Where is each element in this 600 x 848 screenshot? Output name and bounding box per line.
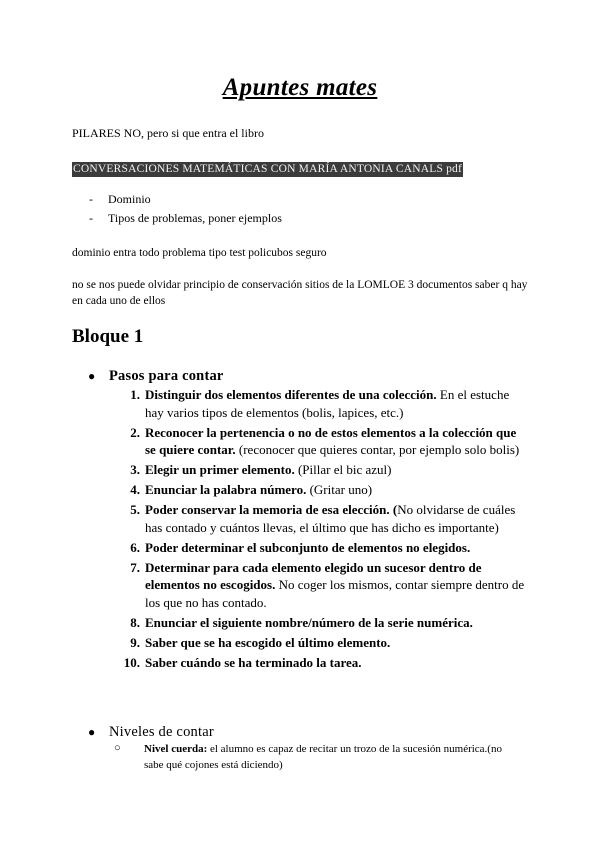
step-number: 7. xyxy=(130,559,140,575)
step-normal-text: No coger los mismos, contar siempre dentro de los que no has contado. xyxy=(145,577,525,610)
dash-bullet: - xyxy=(89,192,93,206)
note-line-conservacion: no se nos puede olvidar principio de conservación sitios de la LOMLOE 3 documentos saber q hay en cada uno de ellos xyxy=(72,279,528,307)
step-number: 8. xyxy=(130,614,140,630)
step-number: 3. xyxy=(130,462,140,477)
list-item xyxy=(114,741,514,773)
list-item xyxy=(120,654,530,672)
dash-bullet: - xyxy=(89,211,93,225)
bullet-text: Pasos para contar xyxy=(109,368,224,384)
list-item-text: Dominio xyxy=(108,192,151,206)
list-item-text: Tipos de problemas, poner ejemplos xyxy=(108,211,282,225)
step-bold-text: Saber cuándo se ha terminado la tarea. xyxy=(145,654,362,670)
bullet-dot-icon: ● xyxy=(88,369,96,383)
list-item xyxy=(120,424,530,459)
numbered-steps-list xyxy=(120,386,530,674)
list-item xyxy=(120,614,530,632)
list-item xyxy=(120,386,530,421)
step-bold-text: Poder conservar la memoria de esa elección. ( xyxy=(145,502,398,517)
note-line-dominio: dominio entra todo problema tipo test policubos seguro xyxy=(72,247,327,259)
list-item xyxy=(120,461,530,479)
step-normal-text: (Gritar uno) xyxy=(306,482,373,497)
step-bold-text: Enunciar la palabra número. xyxy=(145,482,307,497)
list-item xyxy=(120,559,530,612)
step-number: 5. xyxy=(130,502,140,517)
step-bold-text: Enunciar el siguiente nombre/número de la serie numérica. xyxy=(145,614,473,630)
step-bold-text: Poder determinar el subconjunto de elementos no elegidos. xyxy=(145,539,471,555)
step-bold-text: Determinar para cada elemento elegido un sucesor dentro de elementos no escogidos. xyxy=(145,559,482,592)
step-number: 10. xyxy=(123,654,140,670)
list-item xyxy=(120,481,530,499)
note-line-pilares: PILARES NO, pero si que entra el libro xyxy=(72,126,264,140)
step-bold-text: Distinguir dos elementos diferentes de una colección. xyxy=(145,387,437,402)
step-number: 9. xyxy=(130,634,140,650)
step-number: 6. xyxy=(130,539,140,555)
step-normal-text: (reconocer que quieres contar, por ejemplo solo bolis) xyxy=(235,442,520,457)
step-number: 4. xyxy=(130,482,140,497)
sub-item-bold-text: Nivel cuerda: xyxy=(144,743,208,755)
section-heading: Bloque 1 xyxy=(72,326,144,347)
step-bold-text: Reconocer la pertenencia o no de estos elementos a la colección que se quiere contar. xyxy=(145,424,517,457)
step-number: 1. xyxy=(130,387,140,402)
sub-list xyxy=(114,741,514,773)
step-bold-text: Elegir un primer elemento. xyxy=(145,462,295,477)
list-item xyxy=(120,634,530,652)
page-title: Apuntes mates xyxy=(222,74,378,101)
step-normal-text: (Pillar el bic azul) xyxy=(294,462,392,477)
bullet-dot-icon: ● xyxy=(88,725,96,739)
highlighted-text: CONVERSACIONES MATEMÁTICAS CON MARÍA ANTONIA CANALS pdf xyxy=(73,163,463,175)
step-bold-text: Saber que se ha escogido el último elemento. xyxy=(145,634,391,650)
step-normal-text: En el estuche hay varios tipos de elementos (bolis, lapices, etc.) xyxy=(145,387,510,420)
step-number: 2. xyxy=(130,424,140,440)
list-item xyxy=(120,501,530,536)
step-normal-text: No olvidarse de cuáles has contado y cuántos llevas, el último que has dicho es importante) xyxy=(145,502,516,535)
sub-item-text: el alumno es capaz de recitar un trozo de la sucesión numérica.(no sabe qué cojones está diciendo) xyxy=(144,743,502,771)
highlighted-note xyxy=(72,160,463,177)
circle-bullet-icon: ○ xyxy=(114,742,121,754)
bullet-text: Niveles de contar xyxy=(109,724,214,740)
list-item xyxy=(120,539,530,557)
